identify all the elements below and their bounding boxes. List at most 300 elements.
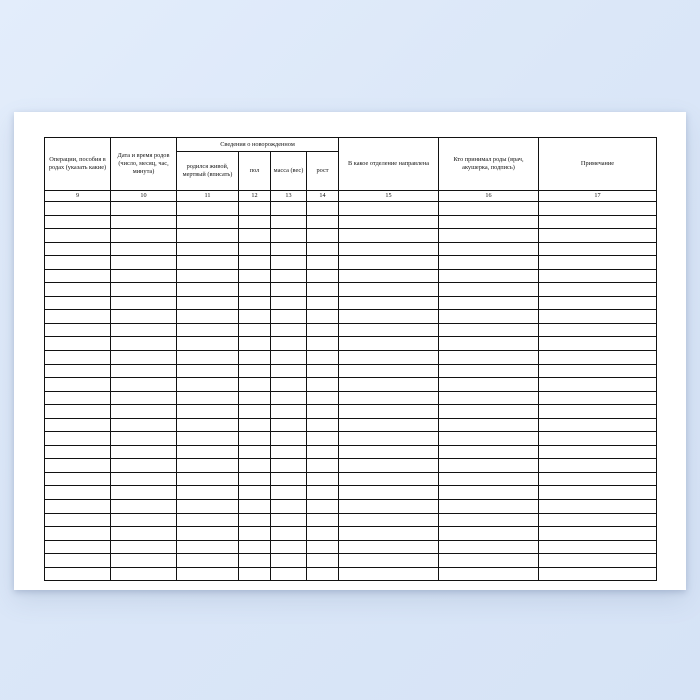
- column-header-date-time: Дата и время родов (число, месяц, час, минута): [111, 138, 177, 191]
- table-cell[interactable]: [239, 500, 271, 514]
- column-header-sex: пол: [239, 152, 271, 191]
- table-row[interactable]: [45, 540, 657, 554]
- table-cell[interactable]: [239, 256, 271, 270]
- table-row[interactable]: [45, 472, 657, 486]
- table-cell[interactable]: [111, 337, 177, 351]
- column-header-operations: Операции, пособия в родах (указать какие): [45, 138, 111, 191]
- table-cell[interactable]: [307, 540, 339, 554]
- table-cell[interactable]: [177, 242, 239, 256]
- table-cell[interactable]: [339, 351, 439, 365]
- table-cell[interactable]: [111, 202, 177, 216]
- table-cell[interactable]: [339, 472, 439, 486]
- table-cell[interactable]: [339, 256, 439, 270]
- table-cell[interactable]: [111, 486, 177, 500]
- table-cell[interactable]: [439, 567, 539, 581]
- table-cell[interactable]: [307, 310, 339, 324]
- table-cell[interactable]: [307, 283, 339, 297]
- table-cell[interactable]: [177, 459, 239, 473]
- table-cell[interactable]: [307, 242, 339, 256]
- table-row[interactable]: [45, 445, 657, 459]
- table-cell[interactable]: [111, 283, 177, 297]
- column-header-attendant: Кто принимал роды (врач, акушерка, подпись): [439, 138, 539, 191]
- table-cell[interactable]: [307, 215, 339, 229]
- table-cell[interactable]: [307, 229, 339, 243]
- table-cell[interactable]: [307, 418, 339, 432]
- table-cell[interactable]: [339, 269, 439, 283]
- table-cell[interactable]: [307, 337, 339, 351]
- table-cell[interactable]: [45, 351, 111, 365]
- table-cell[interactable]: [239, 567, 271, 581]
- table-cell[interactable]: [439, 405, 539, 419]
- table-cell[interactable]: [177, 283, 239, 297]
- table-cell[interactable]: [271, 432, 307, 446]
- table-cell[interactable]: [239, 472, 271, 486]
- table-cell[interactable]: [539, 229, 657, 243]
- table-cell[interactable]: [307, 269, 339, 283]
- table-cell[interactable]: [177, 269, 239, 283]
- table-cell[interactable]: [339, 486, 439, 500]
- table-cell[interactable]: [177, 472, 239, 486]
- table-cell[interactable]: [271, 364, 307, 378]
- table-cell[interactable]: [307, 378, 339, 392]
- table-cell[interactable]: [239, 269, 271, 283]
- table-cell[interactable]: [45, 215, 111, 229]
- register-table: [44, 137, 657, 581]
- table-row[interactable]: [45, 391, 657, 405]
- table-cell[interactable]: [239, 323, 271, 337]
- table-cell[interactable]: [339, 405, 439, 419]
- table-cell[interactable]: [45, 269, 111, 283]
- table-row[interactable]: [45, 459, 657, 473]
- table-cell[interactable]: [271, 337, 307, 351]
- table-cell[interactable]: [271, 567, 307, 581]
- table-cell[interactable]: [111, 513, 177, 527]
- table-cell[interactable]: [45, 445, 111, 459]
- table-cell[interactable]: [539, 418, 657, 432]
- table-cell[interactable]: [271, 472, 307, 486]
- table-cell[interactable]: [111, 242, 177, 256]
- table-cell[interactable]: [239, 418, 271, 432]
- table-cell[interactable]: [239, 486, 271, 500]
- table-cell[interactable]: [45, 296, 111, 310]
- table-cell[interactable]: [177, 513, 239, 527]
- table-cell[interactable]: [439, 256, 539, 270]
- table-cell[interactable]: [539, 540, 657, 554]
- column-number-row: [45, 191, 657, 202]
- table-cell[interactable]: [271, 269, 307, 283]
- table-cell[interactable]: [45, 554, 111, 568]
- table-cell[interactable]: [271, 445, 307, 459]
- table-cell[interactable]: [307, 445, 339, 459]
- table-cell[interactable]: [111, 554, 177, 568]
- table-cell[interactable]: [177, 432, 239, 446]
- table-cell[interactable]: [539, 445, 657, 459]
- table-cell[interactable]: [45, 323, 111, 337]
- table-cell[interactable]: [339, 296, 439, 310]
- table-cell[interactable]: [307, 554, 339, 568]
- table-row[interactable]: [45, 567, 657, 581]
- table-cell[interactable]: [111, 351, 177, 365]
- table-cell[interactable]: [111, 432, 177, 446]
- table-cell[interactable]: [439, 337, 539, 351]
- table-row[interactable]: [45, 283, 657, 297]
- table-cell[interactable]: [111, 472, 177, 486]
- table-cell[interactable]: [239, 202, 271, 216]
- table-cell[interactable]: [239, 378, 271, 392]
- table-cell[interactable]: [45, 486, 111, 500]
- table-cell[interactable]: [307, 323, 339, 337]
- table-row[interactable]: [45, 513, 657, 527]
- table-cell[interactable]: [339, 500, 439, 514]
- table-cell[interactable]: [239, 459, 271, 473]
- table-cell[interactable]: [45, 432, 111, 446]
- table-cell[interactable]: [271, 405, 307, 419]
- table-cell[interactable]: [177, 540, 239, 554]
- table-cell[interactable]: [239, 296, 271, 310]
- table-cell[interactable]: [339, 567, 439, 581]
- table-row[interactable]: [45, 242, 657, 256]
- table-cell[interactable]: [339, 378, 439, 392]
- table-head: [45, 138, 657, 202]
- table-cell[interactable]: [339, 364, 439, 378]
- table-cell[interactable]: [45, 256, 111, 270]
- table-row[interactable]: [45, 500, 657, 514]
- table-cell[interactable]: [439, 229, 539, 243]
- column-header-height: рост: [307, 152, 339, 191]
- table-row[interactable]: [45, 337, 657, 351]
- table-cell[interactable]: [111, 378, 177, 392]
- table-cell[interactable]: [439, 445, 539, 459]
- table-cell[interactable]: [307, 486, 339, 500]
- table-cell[interactable]: [339, 310, 439, 324]
- table-cell[interactable]: [439, 527, 539, 541]
- table-cell[interactable]: [271, 513, 307, 527]
- table-cell[interactable]: [177, 323, 239, 337]
- table-cell[interactable]: [239, 337, 271, 351]
- table-cell[interactable]: [45, 472, 111, 486]
- table-cell[interactable]: [111, 229, 177, 243]
- table-cell[interactable]: [439, 269, 539, 283]
- table-cell[interactable]: [45, 337, 111, 351]
- table-cell[interactable]: [177, 527, 239, 541]
- table-cell[interactable]: [111, 256, 177, 270]
- table-cell[interactable]: [439, 513, 539, 527]
- table-cell[interactable]: [539, 500, 657, 514]
- table-row[interactable]: [45, 418, 657, 432]
- table-cell[interactable]: [339, 242, 439, 256]
- table-cell[interactable]: [539, 215, 657, 229]
- table-cell[interactable]: [271, 323, 307, 337]
- table-cell[interactable]: [539, 472, 657, 486]
- column-number-10: 10: [111, 191, 177, 202]
- table-cell[interactable]: [177, 364, 239, 378]
- table-cell[interactable]: [539, 554, 657, 568]
- table-cell[interactable]: [111, 445, 177, 459]
- table-cell[interactable]: [271, 310, 307, 324]
- table-cell[interactable]: [271, 351, 307, 365]
- table-row[interactable]: [45, 256, 657, 270]
- table-cell[interactable]: [439, 472, 539, 486]
- table-cell[interactable]: [177, 296, 239, 310]
- table-cell[interactable]: [239, 445, 271, 459]
- table-cell[interactable]: [45, 202, 111, 216]
- column-number-12: 12: [239, 191, 271, 202]
- table-cell[interactable]: [45, 513, 111, 527]
- table-cell[interactable]: [271, 296, 307, 310]
- table-cell[interactable]: [539, 283, 657, 297]
- table-cell[interactable]: [45, 310, 111, 324]
- table-cell[interactable]: [45, 242, 111, 256]
- table-cell[interactable]: [45, 364, 111, 378]
- table-cell[interactable]: [239, 527, 271, 541]
- table-row[interactable]: [45, 323, 657, 337]
- table-cell[interactable]: [111, 418, 177, 432]
- table-cell[interactable]: [177, 215, 239, 229]
- table-cell[interactable]: [271, 378, 307, 392]
- table-row[interactable]: [45, 296, 657, 310]
- table-cell[interactable]: [307, 432, 339, 446]
- table-cell[interactable]: [539, 364, 657, 378]
- table-row[interactable]: [45, 215, 657, 229]
- column-header-weight: масса (вес): [271, 152, 307, 191]
- column-number-9: 9: [45, 191, 111, 202]
- table-cell[interactable]: [111, 269, 177, 283]
- table-cell[interactable]: [111, 459, 177, 473]
- table-cell[interactable]: [439, 540, 539, 554]
- table-cell[interactable]: [307, 202, 339, 216]
- table-cell[interactable]: [339, 323, 439, 337]
- table-cell[interactable]: [307, 364, 339, 378]
- table-cell[interactable]: [339, 445, 439, 459]
- table-cell[interactable]: [271, 391, 307, 405]
- table-cell[interactable]: [239, 310, 271, 324]
- table-cell[interactable]: [239, 364, 271, 378]
- table-cell[interactable]: [271, 418, 307, 432]
- table-row[interactable]: [45, 310, 657, 324]
- table-cell[interactable]: [177, 378, 239, 392]
- table-cell[interactable]: [271, 242, 307, 256]
- table-cell[interactable]: [439, 500, 539, 514]
- table-row[interactable]: [45, 229, 657, 243]
- table-cell[interactable]: [539, 567, 657, 581]
- table-cell[interactable]: [111, 296, 177, 310]
- table-cell[interactable]: [111, 310, 177, 324]
- table-cell[interactable]: [439, 215, 539, 229]
- table-cell[interactable]: [45, 527, 111, 541]
- table-cell[interactable]: [307, 391, 339, 405]
- column-header-notes: Примечание: [539, 138, 657, 191]
- table-cell[interactable]: [239, 540, 271, 554]
- table-cell[interactable]: [45, 418, 111, 432]
- table-cell[interactable]: [339, 391, 439, 405]
- table-cell[interactable]: [307, 256, 339, 270]
- table-cell[interactable]: [539, 351, 657, 365]
- table-cell[interactable]: [339, 337, 439, 351]
- table-cell[interactable]: [271, 554, 307, 568]
- table-cell[interactable]: [239, 391, 271, 405]
- table-row[interactable]: [45, 202, 657, 216]
- table-cell[interactable]: [307, 500, 339, 514]
- table-cell[interactable]: [539, 486, 657, 500]
- table-cell[interactable]: [539, 527, 657, 541]
- table-cell[interactable]: [45, 405, 111, 419]
- table-cell[interactable]: [271, 459, 307, 473]
- table-cell[interactable]: [439, 554, 539, 568]
- table-cell[interactable]: [239, 242, 271, 256]
- table-cell[interactable]: [177, 310, 239, 324]
- table-cell[interactable]: [239, 513, 271, 527]
- table-row[interactable]: [45, 269, 657, 283]
- table-cell[interactable]: [239, 215, 271, 229]
- table-cell[interactable]: [439, 310, 539, 324]
- table-row[interactable]: [45, 554, 657, 568]
- table-cell[interactable]: [307, 351, 339, 365]
- table-cell[interactable]: [45, 540, 111, 554]
- table-cell[interactable]: [539, 323, 657, 337]
- table-cell[interactable]: [307, 527, 339, 541]
- table-cell[interactable]: [45, 459, 111, 473]
- table-cell[interactable]: [439, 283, 539, 297]
- table-cell[interactable]: [339, 554, 439, 568]
- table-cell[interactable]: [111, 215, 177, 229]
- table-cell[interactable]: [45, 391, 111, 405]
- table-cell[interactable]: [539, 242, 657, 256]
- table-cell[interactable]: [177, 486, 239, 500]
- table-cell[interactable]: [339, 202, 439, 216]
- table-cell[interactable]: [177, 445, 239, 459]
- table-row[interactable]: [45, 351, 657, 365]
- table-cell[interactable]: [339, 540, 439, 554]
- table-row[interactable]: [45, 405, 657, 419]
- table-cell[interactable]: [177, 337, 239, 351]
- table-cell[interactable]: [439, 378, 539, 392]
- table-cell[interactable]: [439, 459, 539, 473]
- table-cell[interactable]: [539, 296, 657, 310]
- table-cell[interactable]: [339, 283, 439, 297]
- table-cell[interactable]: [45, 283, 111, 297]
- table-cell[interactable]: [539, 256, 657, 270]
- table-cell[interactable]: [239, 432, 271, 446]
- table-cell[interactable]: [439, 202, 539, 216]
- table-cell[interactable]: [339, 418, 439, 432]
- table-row[interactable]: [45, 432, 657, 446]
- table-row[interactable]: [45, 364, 657, 378]
- table-cell[interactable]: [439, 364, 539, 378]
- table-cell[interactable]: [111, 540, 177, 554]
- table-cell[interactable]: [271, 256, 307, 270]
- table-row[interactable]: [45, 486, 657, 500]
- table-cell[interactable]: [177, 229, 239, 243]
- table-cell[interactable]: [239, 554, 271, 568]
- table-cell[interactable]: [339, 527, 439, 541]
- table-cell[interactable]: [539, 513, 657, 527]
- register-table-wrapper: [44, 137, 656, 581]
- table-cell[interactable]: [539, 405, 657, 419]
- table-cell[interactable]: [339, 215, 439, 229]
- table-cell[interactable]: [239, 405, 271, 419]
- table-cell[interactable]: [439, 391, 539, 405]
- table-cell[interactable]: [271, 229, 307, 243]
- table-cell[interactable]: [271, 486, 307, 500]
- table-cell[interactable]: [111, 527, 177, 541]
- table-cell[interactable]: [339, 432, 439, 446]
- table-cell[interactable]: [111, 405, 177, 419]
- table-cell[interactable]: [439, 351, 539, 365]
- table-cell[interactable]: [111, 567, 177, 581]
- table-cell[interactable]: [539, 337, 657, 351]
- table-cell[interactable]: [539, 459, 657, 473]
- table-cell[interactable]: [307, 513, 339, 527]
- table-cell[interactable]: [339, 513, 439, 527]
- table-cell[interactable]: [307, 459, 339, 473]
- table-cell[interactable]: [307, 405, 339, 419]
- table-cell[interactable]: [111, 323, 177, 337]
- table-cell[interactable]: [177, 351, 239, 365]
- table-cell[interactable]: [539, 269, 657, 283]
- table-cell[interactable]: [239, 229, 271, 243]
- table-cell[interactable]: [177, 554, 239, 568]
- table-cell[interactable]: [339, 229, 439, 243]
- table-cell[interactable]: [111, 391, 177, 405]
- table-cell[interactable]: [177, 567, 239, 581]
- table-cell[interactable]: [177, 256, 239, 270]
- table-cell[interactable]: [177, 391, 239, 405]
- table-cell[interactable]: [239, 351, 271, 365]
- table-cell[interactable]: [177, 500, 239, 514]
- column-group-newborn-info: Сведения о новорожденном: [177, 138, 339, 152]
- table-cell[interactable]: [271, 527, 307, 541]
- table-cell[interactable]: [45, 229, 111, 243]
- column-number-15: 15: [339, 191, 439, 202]
- table-cell[interactable]: [539, 310, 657, 324]
- table-cell[interactable]: [539, 202, 657, 216]
- table-cell[interactable]: [439, 432, 539, 446]
- table-cell[interactable]: [439, 323, 539, 337]
- table-row[interactable]: [45, 378, 657, 392]
- table-cell[interactable]: [271, 500, 307, 514]
- table-cell[interactable]: [45, 500, 111, 514]
- table-cell[interactable]: [177, 202, 239, 216]
- table-cell[interactable]: [307, 567, 339, 581]
- table-cell[interactable]: [271, 283, 307, 297]
- table-cell[interactable]: [111, 364, 177, 378]
- table-body: [45, 202, 657, 581]
- column-number-11: 11: [177, 191, 239, 202]
- table-cell[interactable]: [271, 202, 307, 216]
- table-cell[interactable]: [271, 540, 307, 554]
- header-row-top: [45, 138, 657, 152]
- table-cell[interactable]: [177, 418, 239, 432]
- table-cell[interactable]: [45, 378, 111, 392]
- table-cell[interactable]: [307, 472, 339, 486]
- table-cell[interactable]: [339, 459, 439, 473]
- table-cell[interactable]: [439, 242, 539, 256]
- column-number-13: 13: [271, 191, 307, 202]
- table-cell[interactable]: [307, 296, 339, 310]
- table-cell[interactable]: [439, 296, 539, 310]
- table-cell[interactable]: [439, 418, 539, 432]
- table-cell[interactable]: [239, 283, 271, 297]
- table-cell[interactable]: [539, 432, 657, 446]
- table-cell[interactable]: [539, 391, 657, 405]
- table-cell[interactable]: [539, 378, 657, 392]
- table-cell[interactable]: [111, 500, 177, 514]
- table-row[interactable]: [45, 527, 657, 541]
- table-cell[interactable]: [177, 405, 239, 419]
- table-cell[interactable]: [271, 215, 307, 229]
- table-cell[interactable]: [45, 567, 111, 581]
- table-cell[interactable]: [439, 486, 539, 500]
